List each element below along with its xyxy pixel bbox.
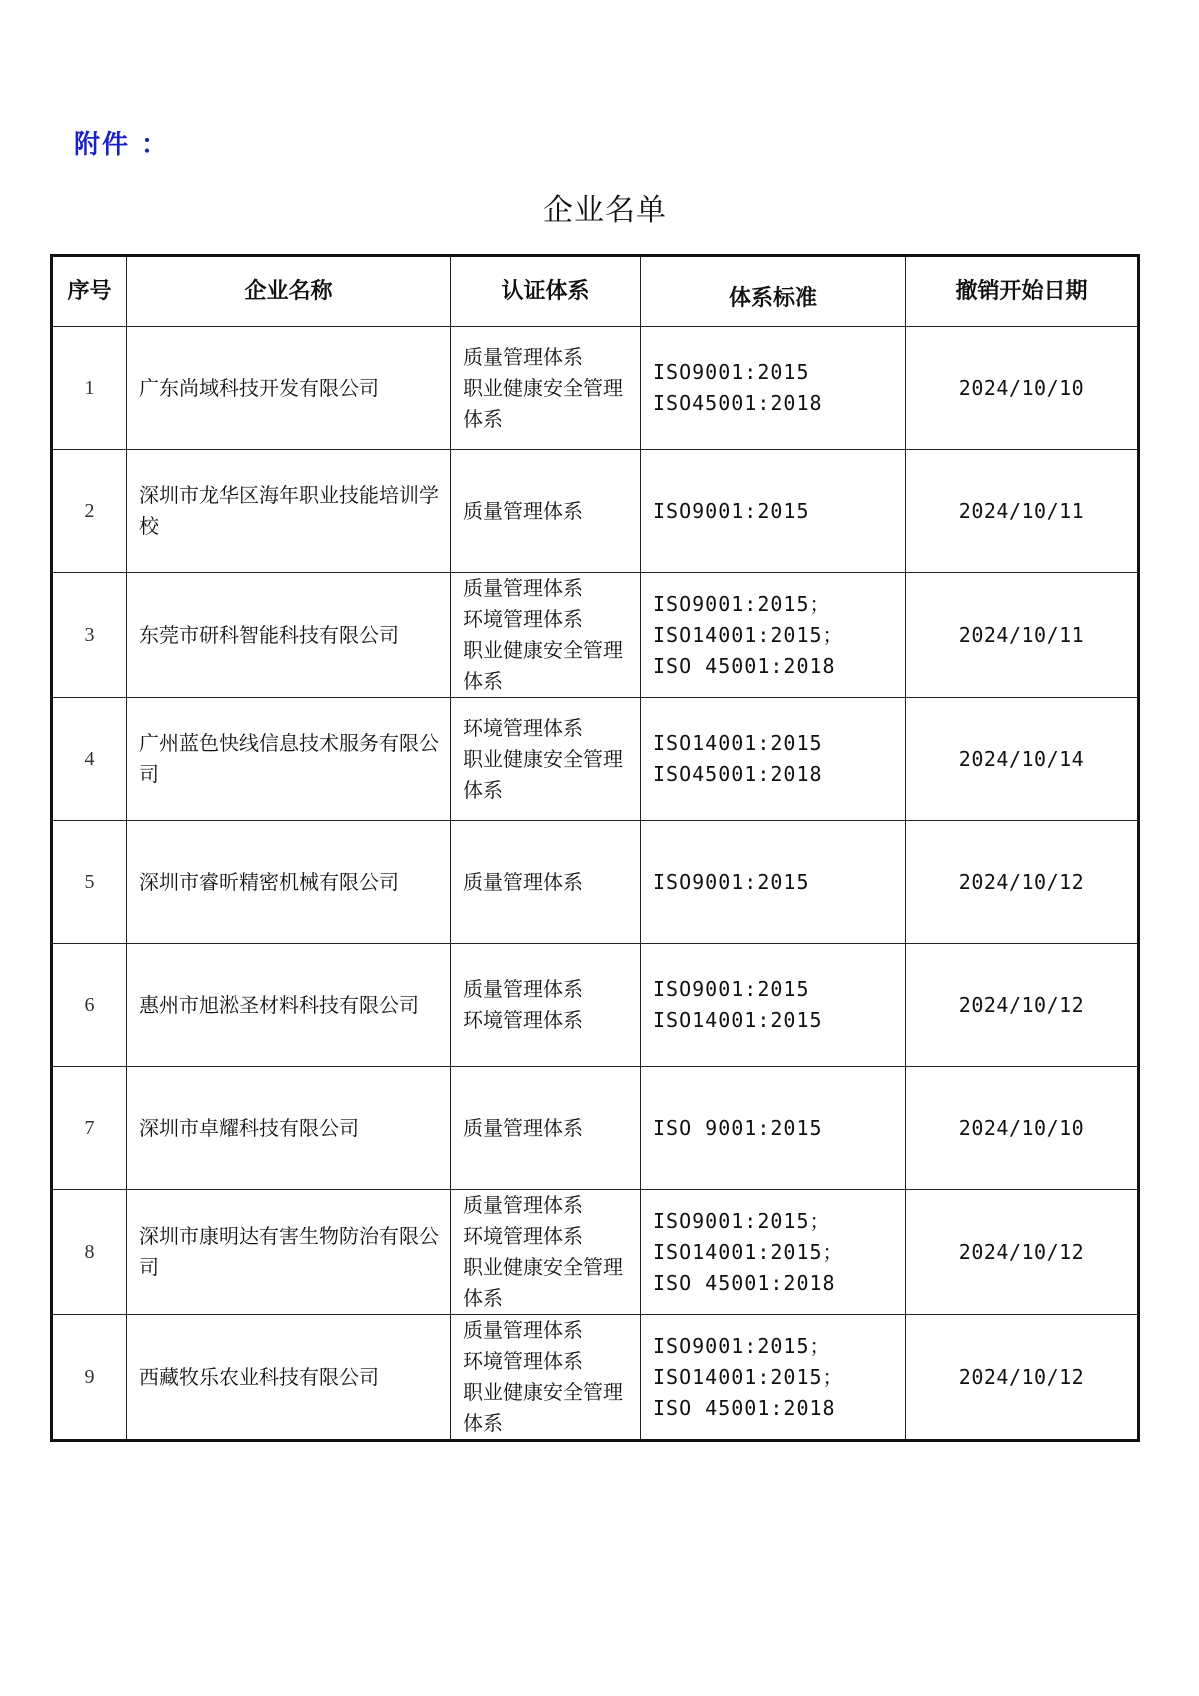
revocation-date: 2024/10/14	[906, 698, 1139, 821]
certification-system-line: 质量管理体系	[463, 576, 583, 600]
system-standard-line: ISO14001:2015	[653, 1008, 823, 1032]
certification-system-line: 职业健康安全管理	[463, 638, 623, 662]
company-name: 惠州市旭淞圣材料科技有限公司	[127, 944, 451, 1067]
certification-system	[451, 821, 641, 944]
revocation-date: 2024/10/10	[906, 327, 1139, 450]
column-header-certification-system: 认证体系	[451, 256, 641, 327]
certification-system	[451, 450, 641, 573]
certification-system-line: 职业健康安全管理	[463, 1255, 623, 1279]
certification-system	[451, 327, 641, 450]
system-standard-line: ISO45001:2018	[653, 391, 823, 415]
certification-system-line: 体系	[463, 1286, 503, 1310]
certification-system-line: 质量管理体系	[463, 344, 583, 369]
certification-system-line: 质量管理体系	[463, 1318, 583, 1342]
system-standard-line: ISO9001:2015；	[653, 591, 831, 616]
certification-system-line: 环境管理体系	[463, 1224, 583, 1248]
certification-system	[451, 573, 641, 698]
certification-system-line: 质量管理体系	[463, 498, 583, 523]
certification-system-line: 质量管理体系	[463, 869, 583, 894]
table-row	[52, 698, 1139, 821]
row-number: 2	[52, 450, 127, 573]
row-number: 7	[52, 1067, 127, 1190]
certification-system	[451, 698, 641, 821]
page-title: 企业名单	[543, 193, 667, 228]
table-row	[52, 327, 1139, 450]
certification-system-line: 体系	[463, 406, 503, 431]
certification-system-line: 环境管理体系	[463, 1008, 583, 1032]
certification-system-line: 体系	[463, 777, 503, 802]
system-standard-line: ISO9001:2015；	[653, 1333, 831, 1358]
revocation-date: 2024/10/10	[906, 1067, 1139, 1190]
row-number: 8	[52, 1190, 127, 1315]
company-name: 深圳市康明达有害生物防治有限公司	[127, 1190, 451, 1315]
column-header-standard: 体系标准	[641, 256, 906, 327]
column-header-no: 序号	[52, 256, 127, 327]
column-header-revocation-date: 撤销开始日期	[906, 256, 1139, 327]
row-number: 4	[52, 698, 127, 821]
table-row	[52, 1067, 1139, 1190]
certification-system	[451, 1315, 641, 1441]
company-name: 广东尚域科技开发有限公司	[127, 327, 451, 450]
row-number: 9	[52, 1315, 127, 1441]
system-standard-line: ISO9001:2015	[653, 360, 810, 384]
system-standard	[641, 698, 906, 821]
system-standard-line: ISO14001:2015；	[653, 622, 844, 647]
system-standard	[641, 1315, 906, 1441]
revocation-date: 2024/10/12	[906, 1315, 1139, 1441]
system-standard-line: ISO14001:2015；	[653, 1364, 844, 1389]
company-name: 深圳市龙华区海年职业技能培训学校	[127, 450, 451, 573]
certification-system-line: 质量管理体系	[463, 977, 583, 1001]
table-body	[52, 327, 1139, 1441]
certification-system-line: 职业健康安全管理	[463, 1380, 623, 1404]
company-name: 深圳市睿昕精密机械有限公司	[127, 821, 451, 944]
company-name: 广州蓝色快线信息技术服务有限公司	[127, 698, 451, 821]
system-standard-line: ISO9001:2015	[653, 977, 810, 1001]
system-standard-line: ISO 45001:2018	[653, 1270, 836, 1295]
table-row	[52, 1190, 1139, 1315]
certification-system-line: 职业健康安全管理	[463, 746, 623, 771]
table-row	[52, 944, 1139, 1067]
company-table	[50, 254, 1140, 1442]
system-standard-line: ISO 9001:2015	[653, 1115, 823, 1140]
table-header-row	[52, 256, 1139, 327]
system-standard-line: ISO9001:2015；	[653, 1208, 831, 1233]
certification-system-line: 体系	[463, 1411, 503, 1435]
company-name: 西藏牧乐农业科技有限公司	[127, 1315, 451, 1441]
system-standard-line: ISO14001:2015；	[653, 1239, 844, 1264]
company-name: 东莞市研科智能科技有限公司	[127, 573, 451, 698]
table-row	[52, 821, 1139, 944]
certification-system	[451, 1067, 641, 1190]
system-standard-line: ISO9001:2015	[653, 498, 810, 523]
system-standard	[641, 821, 906, 944]
certification-system-line: 质量管理体系	[463, 1115, 583, 1140]
revocation-date: 2024/10/11	[906, 573, 1139, 698]
revocation-date: 2024/10/12	[906, 944, 1139, 1067]
certification-system-line: 质量管理体系	[463, 1193, 583, 1217]
certification-system-line: 体系	[463, 669, 503, 693]
table-row	[52, 573, 1139, 698]
system-standard-line: ISO 45001:2018	[653, 1395, 836, 1420]
system-standard-line: ISO45001:2018	[653, 762, 823, 786]
company-name: 深圳市卓耀科技有限公司	[127, 1067, 451, 1190]
system-standard	[641, 1067, 906, 1190]
certification-system-line: 环境管理体系	[463, 607, 583, 631]
certification-system	[451, 1190, 641, 1315]
table-row	[52, 450, 1139, 573]
attachment-label: 附件 ：	[74, 130, 170, 160]
system-standard	[641, 327, 906, 450]
row-number: 1	[52, 327, 127, 450]
system-standard	[641, 1190, 906, 1315]
system-standard-line: ISO9001:2015	[653, 869, 810, 894]
row-number: 6	[52, 944, 127, 1067]
system-standard	[641, 573, 906, 698]
revocation-date: 2024/10/12	[906, 1190, 1139, 1315]
system-standard	[641, 450, 906, 573]
certification-system-line: 环境管理体系	[463, 1349, 583, 1373]
revocation-date: 2024/10/11	[906, 450, 1139, 573]
revocation-date: 2024/10/12	[906, 821, 1139, 944]
system-standard	[641, 944, 906, 1067]
column-header-company-name: 企业名称	[127, 256, 451, 327]
certification-system-line: 环境管理体系	[463, 715, 583, 740]
row-number: 3	[52, 573, 127, 698]
system-standard-line: ISO 45001:2018	[653, 653, 836, 678]
system-standard-line: ISO14001:2015	[653, 731, 823, 755]
table-row	[52, 1315, 1139, 1441]
certification-system-line: 职业健康安全管理	[463, 375, 623, 400]
row-number: 5	[52, 821, 127, 944]
certification-system	[451, 944, 641, 1067]
